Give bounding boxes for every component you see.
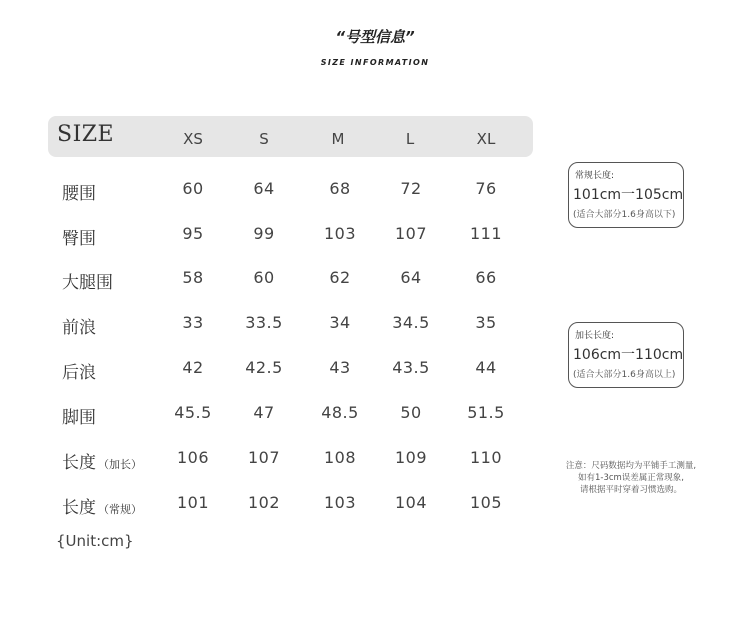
note-line: 如有1-3cm误差属正常现象,: [577, 473, 685, 483]
table-cell: 103: [323, 493, 357, 512]
table-cell: 107: [394, 224, 428, 243]
table-cell: 103: [323, 224, 357, 243]
table-cell: 99: [253, 224, 275, 243]
table-cell: 58: [182, 268, 204, 287]
row-label: [62, 403, 98, 428]
table-row: [0, 358, 540, 382]
row-label-text: 后浪: [62, 363, 96, 383]
row-label-text: 脚围: [62, 408, 96, 428]
table-cell: 42.5: [245, 358, 283, 377]
row-label: [62, 358, 98, 383]
table-cell: 106: [176, 448, 210, 467]
note-line: 请根据平时穿着习惯选购。: [579, 485, 682, 495]
table-cell: 105: [469, 493, 503, 512]
table-cell: 35: [475, 313, 497, 332]
regular-length-badge: [568, 162, 684, 228]
table-cell: 42: [182, 358, 204, 377]
row-label: [62, 179, 98, 204]
row-label: [62, 493, 142, 518]
table-cell: 33: [182, 313, 204, 332]
table-cell: 109: [394, 448, 428, 467]
table-cell: 44: [475, 358, 497, 377]
row-label: [62, 268, 115, 293]
table-cell: 50: [400, 403, 422, 422]
table-cell: 51.5: [467, 403, 505, 422]
table-cell: 95: [182, 224, 204, 243]
table-cell: 45.5: [174, 403, 212, 422]
table-cell: 34: [329, 313, 351, 332]
table-cell: 33.5: [245, 313, 283, 332]
measurement-note: [558, 460, 704, 496]
row-label: [62, 224, 98, 249]
table-cell: 108: [323, 448, 357, 467]
table-cell: 68: [329, 179, 351, 198]
table-cell: 102: [247, 493, 281, 512]
table-cell: 34.5: [392, 313, 430, 332]
badge-note: (适合大部分1.6身高以下): [573, 210, 676, 220]
table-cell: 62: [329, 268, 351, 287]
table-row: [0, 224, 540, 248]
table-cell: 104: [394, 493, 428, 512]
row-label-text: 腰围: [62, 184, 96, 204]
badge-title: 常规长度:: [575, 171, 615, 181]
table-cell: 111: [469, 224, 503, 243]
column-header-s: S: [259, 130, 269, 148]
row-label-suffix: （加长）: [98, 458, 142, 471]
column-header-xs: XS: [183, 130, 203, 148]
badge-note: (适合大部分1.6身高以上): [573, 370, 676, 380]
row-label-text: 大腿围: [62, 273, 113, 293]
badge-range: 106cm一110cm: [573, 347, 684, 363]
column-header-xl: XL: [476, 130, 496, 148]
column-header-l: L: [405, 130, 415, 148]
note-line: 注意：尺码数据均为平铺手工测量,: [565, 461, 697, 471]
table-cell: 76: [475, 179, 497, 198]
row-label-text: 长度: [62, 453, 96, 473]
table-cell: 64: [400, 268, 422, 287]
table-row: [0, 448, 540, 472]
table-cell: 101: [176, 493, 210, 512]
page-subtitle: SIZE INFORMATION: [320, 58, 430, 67]
table-cell: 107: [247, 448, 281, 467]
row-label-text: 前浪: [62, 318, 96, 338]
page-title: “号型信息”: [335, 28, 415, 46]
column-header-m: M: [331, 130, 345, 148]
table-row: [0, 179, 540, 203]
table-cell: 47: [253, 403, 275, 422]
table-cell: 43: [329, 358, 351, 377]
row-label: [62, 448, 142, 473]
badge-range: 101cm一105cm: [573, 187, 684, 203]
table-cell: 60: [253, 268, 275, 287]
table-cell: 60: [182, 179, 204, 198]
table-row: [0, 493, 540, 517]
table-cell: 43.5: [392, 358, 430, 377]
table-cell: 48.5: [321, 403, 359, 422]
row-label: [62, 313, 98, 338]
unit-label: {Unit:cm}: [56, 532, 134, 550]
badge-title: 加长长度:: [575, 331, 615, 341]
table-cell: 64: [253, 179, 275, 198]
row-label-text: 臀围: [62, 229, 96, 249]
table-row: [0, 313, 540, 337]
table-row: [0, 403, 540, 427]
table-cell: 66: [475, 268, 497, 287]
row-label-text: 长度: [62, 498, 96, 518]
extended-length-badge: [568, 322, 684, 388]
table-cell: 72: [400, 179, 422, 198]
table-row: [0, 268, 540, 292]
table-cell: 110: [469, 448, 503, 467]
size-label: SIZE: [57, 122, 115, 147]
row-label-suffix: （常规）: [98, 503, 142, 516]
